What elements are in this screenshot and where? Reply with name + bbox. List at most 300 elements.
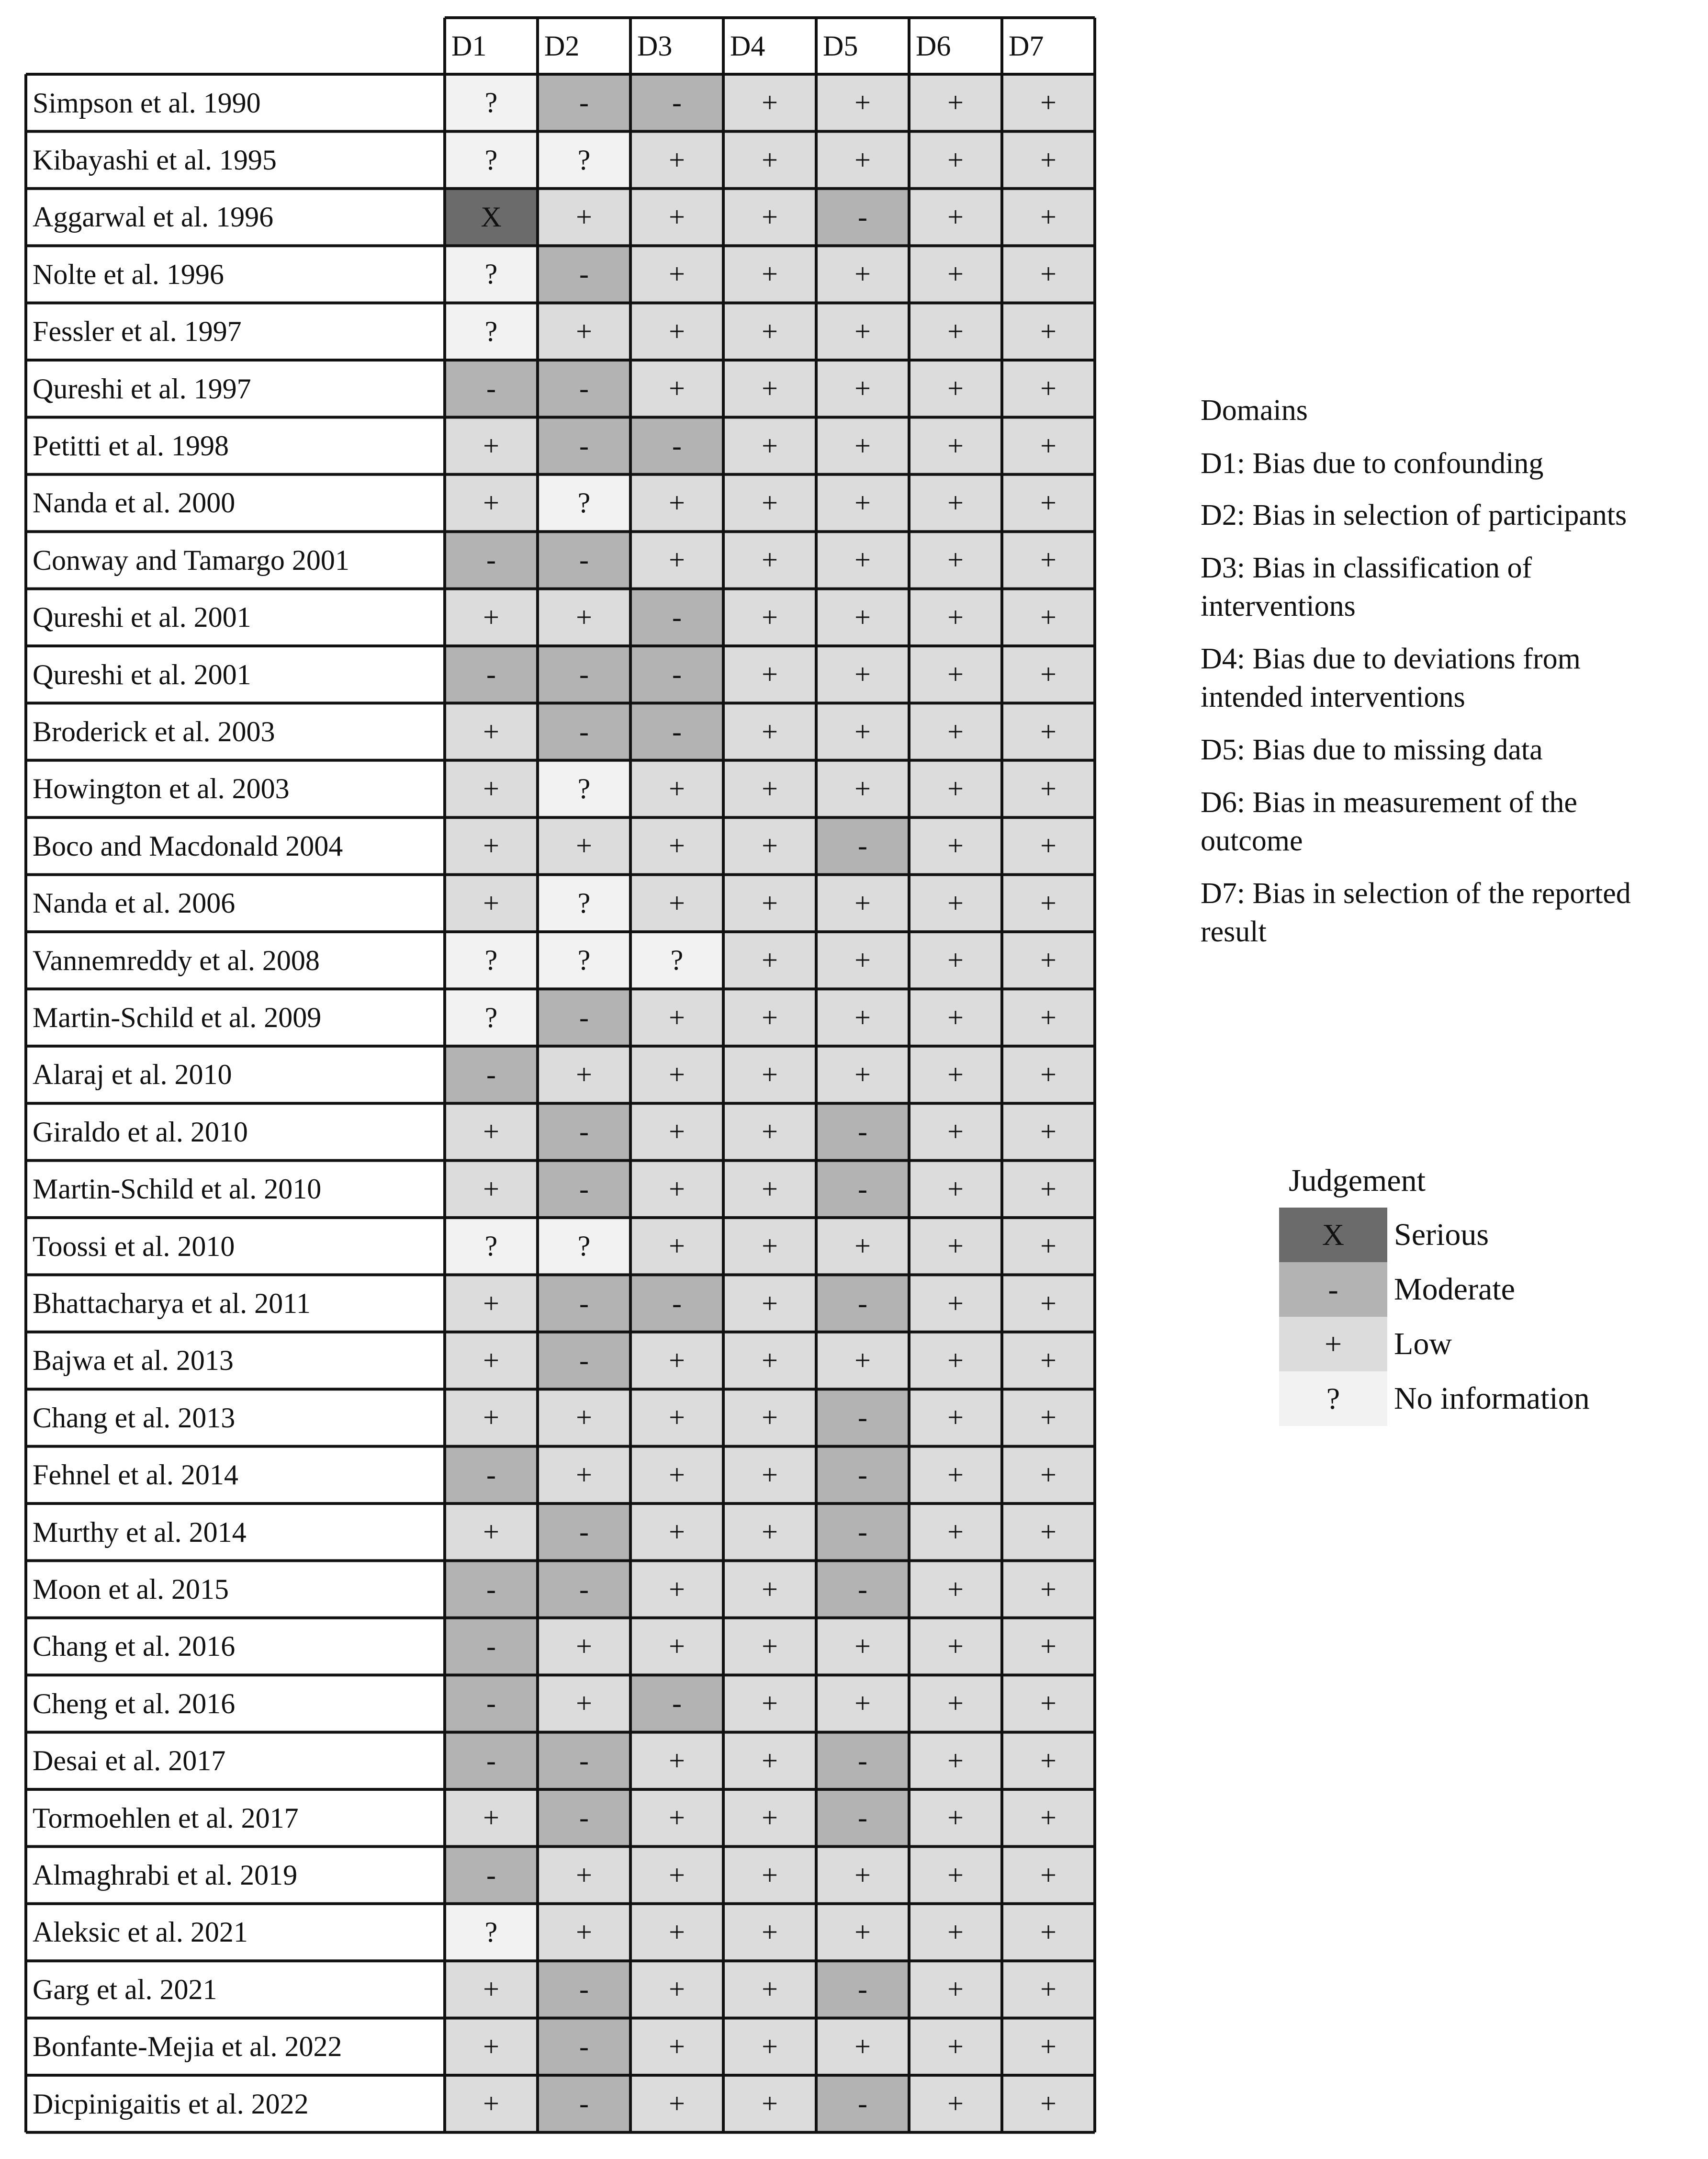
rating-cell-row8-d3: + (630, 475, 723, 531)
rating-cell-row18-d1: - (445, 1046, 538, 1103)
rating-cell-row10-d2: + (538, 589, 630, 646)
rating-cell-row16-d7: + (1002, 932, 1095, 989)
rating-cell-row20-d3: + (630, 1161, 723, 1218)
rating-cell-row24-d6: + (909, 1389, 1002, 1446)
rating-cell-row26-d4: + (723, 1503, 816, 1560)
rating-cell-row14-d5: - (816, 817, 909, 874)
rating-cell-row18-d5: + (816, 1046, 909, 1103)
study-name-murthy-et-al-2014-26: Murthy et al. 2014 (33, 1516, 247, 1548)
rating-cell-row6-d3: + (630, 360, 723, 417)
rating-cell-row8-d4: + (723, 475, 816, 531)
rating-cell-row35-d2: - (538, 2018, 630, 2075)
rating-cell-row9-d7: + (1002, 531, 1095, 588)
rating-cell-row22-d1: + (445, 1275, 538, 1332)
domain-legend-item-d4: D4: Bias due to deviations from intended interventions (1201, 643, 1581, 713)
rating-cell-row13-d2: ? (538, 760, 630, 817)
rating-cell-row10-d5: + (816, 589, 909, 646)
rating-cell-row6-d2: - (538, 360, 630, 417)
rating-cell-row27-d4: + (723, 1560, 816, 1617)
study-name-garg-et-al-2021-34: Garg et al. 2021 (33, 1973, 217, 2005)
rating-cell-row23-d6: + (909, 1332, 1002, 1389)
rating-cell-row25-d2: + (538, 1447, 630, 1503)
rating-cell-row36-d7: + (1002, 2075, 1095, 2132)
rating-cell-row19-d2: - (538, 1103, 630, 1160)
rating-cell-row7-d7: + (1002, 417, 1095, 474)
rating-cell-row28-d2: + (538, 1618, 630, 1675)
rating-cell-row30-d7: + (1002, 1732, 1095, 1789)
rating-cell-row12-d4: + (723, 703, 816, 760)
column-header-d2: D2 (544, 30, 580, 62)
rating-cell-row32-d3: + (630, 1846, 723, 1903)
rating-cell-row3-d5: - (816, 189, 909, 246)
rating-cell-row1-d4: + (723, 74, 816, 131)
column-header-d4: D4 (730, 30, 765, 62)
rating-cell-row10-d1: + (445, 589, 538, 646)
rating-cell-row16-d1: ? (445, 932, 538, 989)
rating-cell-row25-d7: + (1002, 1447, 1095, 1503)
rating-cell-row3-d1: X (445, 189, 538, 246)
rating-cell-row26-d3: + (630, 1503, 723, 1560)
rating-cell-row17-d3: + (630, 989, 723, 1046)
study-name-tormoehlen-et-al-2017-31: Tormoehlen et al. 2017 (33, 1802, 299, 1834)
rating-cell-row27-d2: - (538, 1560, 630, 1617)
rating-cell-row34-d2: - (538, 1961, 630, 2018)
rating-cell-row13-d1: + (445, 760, 538, 817)
study-name-alaraj-et-al-2010-18: Alaraj et al. 2010 (33, 1059, 232, 1091)
study-name-dicpinigaitis-et-al-2022-36: Dicpinigaitis et al. 2022 (33, 2088, 309, 2120)
rating-cell-row1-d5: + (816, 74, 909, 131)
rating-cell-row20-d7: + (1002, 1161, 1095, 1218)
rating-cell-row24-d7: + (1002, 1389, 1095, 1446)
rating-cell-row5-d1: ? (445, 303, 538, 360)
rating-cell-row31-d6: + (909, 1789, 1002, 1846)
rating-cell-row35-d7: + (1002, 2018, 1095, 2075)
rating-cell-row13-d4: + (723, 760, 816, 817)
rating-cell-row32-d6: + (909, 1846, 1002, 1903)
study-name-aggarwal-et-al-1996-3: Aggarwal et al. 1996 (33, 201, 274, 233)
rating-cell-row9-d4: + (723, 531, 816, 588)
rating-cell-row27-d3: + (630, 1560, 723, 1617)
rating-cell-row19-d4: + (723, 1103, 816, 1160)
rating-cell-row29-d6: + (909, 1675, 1002, 1732)
rating-cell-row34-d5: - (816, 1961, 909, 2018)
rating-cell-row33-d1: ? (445, 1904, 538, 1961)
rating-cell-row32-d1: - (445, 1846, 538, 1903)
rating-cell-row8-d7: + (1002, 475, 1095, 531)
rating-cell-row33-d4: + (723, 1904, 816, 1961)
rating-cell-row30-d2: - (538, 1732, 630, 1789)
rating-cell-row6-d5: + (816, 360, 909, 417)
rating-cell-row33-d2: + (538, 1904, 630, 1961)
rating-cell-row3-d3: + (630, 189, 723, 246)
study-name-giraldo-et-al-2010-19: Giraldo et al. 2010 (33, 1116, 248, 1148)
study-name-almaghrabi-et-al-2019-32: Almaghrabi et al. 2019 (33, 1859, 298, 1891)
rating-cell-row24-d5: - (816, 1389, 909, 1446)
rating-cell-row10-d3: - (630, 589, 723, 646)
rating-cell-row18-d7: + (1002, 1046, 1095, 1103)
rating-cell-row34-d7: + (1002, 1961, 1095, 2018)
domain-legend-item-d5: D5: Bias due to missing data (1201, 734, 1543, 766)
rating-cell-row24-d3: + (630, 1389, 723, 1446)
column-header-d3: D3 (637, 30, 673, 62)
rating-cell-row22-d5: - (816, 1275, 909, 1332)
rating-cell-row22-d6: + (909, 1275, 1002, 1332)
rating-cell-row2-d3: + (630, 131, 723, 188)
domain-legend-item-d1: D1: Bias due to confounding (1201, 447, 1544, 480)
rating-cell-row5-d7: + (1002, 303, 1095, 360)
rating-cell-row5-d6: + (909, 303, 1002, 360)
rating-cell-row15-d1: + (445, 875, 538, 932)
rating-cell-row9-d5: + (816, 531, 909, 588)
rating-cell-row21-d3: + (630, 1218, 723, 1275)
rating-cell-row28-d4: + (723, 1618, 816, 1675)
rating-cell-row23-d5: + (816, 1332, 909, 1389)
rating-cell-row2-d5: + (816, 131, 909, 188)
rating-cell-row4-d2: - (538, 246, 630, 303)
study-name-chang-et-al-2016-28: Chang et al. 2016 (33, 1630, 236, 1662)
column-header-d1: D1 (451, 30, 487, 62)
rating-cell-row6-d6: + (909, 360, 1002, 417)
rating-cell-row5-d5: + (816, 303, 909, 360)
rating-cell-row8-d2: ? (538, 475, 630, 531)
rating-cell-row31-d4: + (723, 1789, 816, 1846)
rating-cell-row35-d5: + (816, 2018, 909, 2075)
rating-cell-row23-d7: + (1002, 1332, 1095, 1389)
rating-cell-row18-d2: + (538, 1046, 630, 1103)
rating-cell-row5-d4: + (723, 303, 816, 360)
rating-cell-row32-d4: + (723, 1846, 816, 1903)
rating-cell-row15-d7: + (1002, 875, 1095, 932)
rating-cell-row35-d4: + (723, 2018, 816, 2075)
rating-cell-row15-d2: ? (538, 875, 630, 932)
study-name-qureshi-et-al-1997-6: Qureshi et al. 1997 (33, 373, 251, 405)
rating-cell-row17-d1: ? (445, 989, 538, 1046)
rating-cell-row32-d2: + (538, 1846, 630, 1903)
study-name-toossi-et-al-2010-21: Toossi et al. 2010 (33, 1230, 235, 1262)
study-name-aleksic-et-al-2021-33: Aleksic et al. 2021 (33, 1916, 248, 1948)
rating-cell-row36-d1: + (445, 2075, 538, 2132)
rating-cell-row34-d6: + (909, 1961, 1002, 2018)
rating-cell-row22-d4: + (723, 1275, 816, 1332)
rating-cell-row14-d6: + (909, 817, 1002, 874)
study-name-conway-and-tamargo-2001-9: Conway and Tamargo 2001 (33, 544, 349, 576)
rating-cell-row25-d6: + (909, 1447, 1002, 1503)
rating-cell-row29-d5: + (816, 1675, 909, 1732)
study-name-chang-et-al-2013-24: Chang et al. 2013 (33, 1402, 236, 1434)
rating-cell-row20-d6: + (909, 1161, 1002, 1218)
rating-cell-row24-d4: + (723, 1389, 816, 1446)
rating-cell-row13-d7: + (1002, 760, 1095, 817)
table-grid-lines (26, 18, 1100, 2137)
study-name-broderick-et-al-2003-12: Broderick et al. 2003 (33, 716, 275, 748)
rating-cell-row15-d3: + (630, 875, 723, 932)
rating-cell-row1-d6: + (909, 74, 1002, 131)
rating-cell-row7-d6: + (909, 417, 1002, 474)
rating-cell-row17-d2: - (538, 989, 630, 1046)
rating-cell-row9-d3: + (630, 531, 723, 588)
rating-cell-row14-d4: + (723, 817, 816, 874)
rating-cell-row20-d4: + (723, 1161, 816, 1218)
rating-cell-row19-d1: + (445, 1103, 538, 1160)
rating-cell-row35-d3: + (630, 2018, 723, 2075)
rating-cell-row9-d1: - (445, 531, 538, 588)
column-header-d7: D7 (1009, 30, 1044, 62)
rating-cell-row10-d6: + (909, 589, 1002, 646)
study-name-fehnel-et-al-2014-25: Fehnel et al. 2014 (33, 1459, 238, 1491)
rating-cell-row1-d7: + (1002, 74, 1095, 131)
domain-legend-item-d7: D7: Bias in selection of the reported result (1201, 877, 1631, 948)
rating-cell-row4-d3: + (630, 246, 723, 303)
domain-legend-item-d6: D6: Bias in measurement of the outcome (1201, 786, 1577, 857)
study-name-petitti-et-al-1998-7: Petitti et al. 1998 (33, 430, 229, 462)
rating-cell-row28-d1: - (445, 1618, 538, 1675)
rating-cell-row31-d7: + (1002, 1789, 1095, 1846)
rating-cell-row13-d5: + (816, 760, 909, 817)
rating-cell-row31-d3: + (630, 1789, 723, 1846)
rating-cell-row25-d1: - (445, 1447, 538, 1503)
rating-cell-row29-d4: + (723, 1675, 816, 1732)
judgement-label-low: Low (1394, 1326, 1452, 1361)
rating-cell-row11-d7: + (1002, 646, 1095, 703)
rating-cell-row12-d2: - (538, 703, 630, 760)
study-name-martin-schild-et-al-2010-20: Martin-Schild et al. 2010 (33, 1173, 322, 1205)
study-name-bajwa-et-al-2013-23: Bajwa et al. 2013 (33, 1345, 234, 1377)
rating-cell-row21-d2: ? (538, 1218, 630, 1275)
study-name-nanda-et-al-2006-15: Nanda et al. 2006 (33, 887, 236, 919)
rating-cell-row3-d4: + (723, 189, 816, 246)
judgement-legend-title: Judgement (1289, 1163, 1426, 1198)
rating-cell-row22-d2: - (538, 1275, 630, 1332)
rating-cell-row11-d6: + (909, 646, 1002, 703)
rating-cell-row24-d2: + (538, 1389, 630, 1446)
rating-cell-row34-d3: + (630, 1961, 723, 2018)
rating-cell-row30-d4: + (723, 1732, 816, 1789)
rating-cell-row18-d3: + (630, 1046, 723, 1103)
rating-cell-row23-d1: + (445, 1332, 538, 1389)
study-name-vannemreddy-et-al-2008-16: Vannemreddy et al. 2008 (33, 944, 320, 976)
rating-cell-row27-d5: - (816, 1560, 909, 1617)
rating-cell-row26-d1: + (445, 1503, 538, 1560)
rating-cell-row11-d4: + (723, 646, 816, 703)
rating-cell-row20-d5: - (816, 1161, 909, 1218)
rating-cell-row7-d5: + (816, 417, 909, 474)
rating-cell-row2-d6: + (909, 131, 1002, 188)
study-name-fessler-et-al-1997-5: Fessler et al. 1997 (33, 316, 242, 348)
rating-cell-row17-d5: + (816, 989, 909, 1046)
rating-cell-row35-d6: + (909, 2018, 1002, 2075)
rating-cell-row36-d4: + (723, 2075, 816, 2132)
rating-cell-row20-d1: + (445, 1161, 538, 1218)
rating-cell-row2-d7: + (1002, 131, 1095, 188)
rating-cell-row16-d4: + (723, 932, 816, 989)
rating-cell-row23-d2: - (538, 1332, 630, 1389)
rating-cell-row9-d2: - (538, 531, 630, 588)
rating-cell-row7-d4: + (723, 417, 816, 474)
rating-cell-row6-d4: + (723, 360, 816, 417)
rating-cell-row33-d3: + (630, 1904, 723, 1961)
rating-cell-row19-d6: + (909, 1103, 1002, 1160)
rating-cell-row8-d5: + (816, 475, 909, 531)
rating-cell-row35-d1: + (445, 2018, 538, 2075)
study-name-boco-and-macdonald-2004-14: Boco and Macdonald 2004 (33, 830, 343, 862)
column-header-d6: D6 (916, 30, 951, 62)
study-name-nanda-et-al-2000-8: Nanda et al. 2000 (33, 487, 236, 519)
rating-cell-row1-d1: ? (445, 74, 538, 131)
rating-cell-row14-d3: + (630, 817, 723, 874)
rating-cell-row19-d3: + (630, 1103, 723, 1160)
rating-cell-row22-d7: + (1002, 1275, 1095, 1332)
rating-cell-row31-d1: + (445, 1789, 538, 1846)
judgement-label-no-information: No information (1394, 1381, 1590, 1416)
study-name-qureshi-et-al-2001-10: Qureshi et al. 2001 (33, 601, 251, 633)
study-name-howington-et-al-2003-13: Howington et al. 2003 (33, 773, 290, 805)
rating-cell-row13-d6: + (909, 760, 1002, 817)
rating-cell-row20-d2: - (538, 1161, 630, 1218)
rating-cell-row21-d4: + (723, 1218, 816, 1275)
rating-cell-row10-d4: + (723, 589, 816, 646)
rating-cell-row17-d4: + (723, 989, 816, 1046)
rating-cell-row6-d7: + (1002, 360, 1095, 417)
column-header-d5: D5 (823, 30, 858, 62)
rating-cell-row16-d3: ? (630, 932, 723, 989)
rating-cell-row34-d4: + (723, 1961, 816, 2018)
rating-cell-row29-d1: - (445, 1675, 538, 1732)
rating-cell-row28-d3: + (630, 1618, 723, 1675)
rating-cell-row12-d5: + (816, 703, 909, 760)
rating-cell-row3-d7: + (1002, 189, 1095, 246)
rating-cell-row9-d6: + (909, 531, 1002, 588)
rating-cell-row10-d7: + (1002, 589, 1095, 646)
rating-cell-row14-d1: + (445, 817, 538, 874)
rating-cell-row7-d1: + (445, 417, 538, 474)
study-name-moon-et-al-2015-27: Moon et al. 2015 (33, 1573, 229, 1605)
rating-cell-row36-d3: + (630, 2075, 723, 2132)
rating-cell-row3-d6: + (909, 189, 1002, 246)
domain-legend-item-d3: D3: Bias in classification of interventions (1201, 552, 1532, 622)
rating-cell-row15-d6: + (909, 875, 1002, 932)
rating-cell-row31-d2: - (538, 1789, 630, 1846)
rating-cell-row16-d2: ? (538, 932, 630, 989)
rating-cell-row15-d5: + (816, 875, 909, 932)
judgement-swatch-no-information: ? (1279, 1371, 1387, 1426)
rating-cell-row33-d6: + (909, 1904, 1002, 1961)
rating-cell-row1-d2: - (538, 74, 630, 131)
rating-cell-row33-d5: + (816, 1904, 909, 1961)
rating-cell-row25-d3: + (630, 1447, 723, 1503)
rating-cell-row8-d6: + (909, 475, 1002, 531)
rating-cell-row19-d5: - (816, 1103, 909, 1160)
rating-cell-row8-d1: + (445, 475, 538, 531)
rating-cell-row28-d7: + (1002, 1618, 1095, 1675)
rating-cell-row11-d1: - (445, 646, 538, 703)
rating-cell-row23-d3: + (630, 1332, 723, 1389)
study-name-bonfante-mejia-et-al-2022-35: Bonfante-Mejia et al. 2022 (33, 2031, 342, 2063)
rating-cell-row11-d2: - (538, 646, 630, 703)
rating-cell-row11-d5: + (816, 646, 909, 703)
rating-cell-row4-d6: + (909, 246, 1002, 303)
rating-cell-row4-d5: + (816, 246, 909, 303)
rating-cell-row21-d1: ? (445, 1218, 538, 1275)
rating-cell-row31-d5: - (816, 1789, 909, 1846)
rating-cell-row2-d4: + (723, 131, 816, 188)
rating-cell-row22-d3: - (630, 1275, 723, 1332)
rating-cell-row12-d3: - (630, 703, 723, 760)
study-name-bhattacharya-et-al-2011-22: Bhattacharya et al. 2011 (33, 1288, 311, 1320)
rating-cell-row2-d2: ? (538, 131, 630, 188)
rating-cell-row25-d5: - (816, 1447, 909, 1503)
rating-cell-row18-d4: + (723, 1046, 816, 1103)
study-name-nolte-et-al-1996-4: Nolte et al. 1996 (33, 258, 224, 290)
domains-legend-title: Domains (1201, 394, 1308, 427)
rating-cell-row12-d6: + (909, 703, 1002, 760)
rating-cell-row28-d5: + (816, 1618, 909, 1675)
rating-cell-row30-d1: - (445, 1732, 538, 1789)
rating-cell-row7-d3: - (630, 417, 723, 474)
rating-cell-row32-d5: + (816, 1846, 909, 1903)
rating-cell-row17-d7: + (1002, 989, 1095, 1046)
rating-cell-row36-d2: - (538, 2075, 630, 2132)
rating-cell-row27-d7: + (1002, 1560, 1095, 1617)
rating-cell-row33-d7: + (1002, 1904, 1095, 1961)
rating-cell-row12-d7: + (1002, 703, 1095, 760)
rating-cell-row2-d1: ? (445, 131, 538, 188)
judgement-swatch-serious: X (1279, 1208, 1387, 1262)
rating-cell-row21-d6: + (909, 1218, 1002, 1275)
study-name-martin-schild-et-al-2009-17: Martin-Schild et al. 2009 (33, 1002, 322, 1034)
study-name-simpson-et-al-1990-1: Simpson et al. 1990 (33, 87, 261, 119)
rating-cell-row4-d7: + (1002, 246, 1095, 303)
rating-cell-row6-d1: - (445, 360, 538, 417)
rating-cell-row4-d1: ? (445, 246, 538, 303)
rating-cell-row11-d3: - (630, 646, 723, 703)
rating-cell-row4-d4: + (723, 246, 816, 303)
rating-cell-row28-d6: + (909, 1618, 1002, 1675)
rating-cell-row29-d7: + (1002, 1675, 1095, 1732)
rating-cell-row1-d3: - (630, 74, 723, 131)
rating-cell-row16-d6: + (909, 932, 1002, 989)
rating-cell-row34-d1: + (445, 1961, 538, 2018)
rating-cell-row14-d2: + (538, 817, 630, 874)
judgement-label-serious: Serious (1394, 1217, 1489, 1252)
rating-cell-row30-d3: + (630, 1732, 723, 1789)
rating-cell-row13-d3: + (630, 760, 723, 817)
rating-cell-row29-d2: + (538, 1675, 630, 1732)
rating-cell-row18-d6: + (909, 1046, 1002, 1103)
rating-cell-row30-d6: + (909, 1732, 1002, 1789)
rating-cell-row36-d5: - (816, 2075, 909, 2132)
rating-cell-row3-d2: + (538, 189, 630, 246)
study-name-qureshi-et-al-2001-11: Qureshi et al. 2001 (33, 658, 251, 690)
rating-cell-row19-d7: + (1002, 1103, 1095, 1160)
domain-legend-item-d2: D2: Bias in selection of participants (1201, 499, 1627, 531)
rating-cell-row30-d5: - (816, 1732, 909, 1789)
rating-cell-row5-d3: + (630, 303, 723, 360)
rating-cell-row36-d6: + (909, 2075, 1002, 2132)
rating-cell-row26-d5: - (816, 1503, 909, 1560)
rating-cell-row21-d7: + (1002, 1218, 1095, 1275)
rating-cell-row12-d1: + (445, 703, 538, 760)
study-name-cheng-et-al-2016-29: Cheng et al. 2016 (33, 1687, 236, 1719)
rating-cell-row26-d6: + (909, 1503, 1002, 1560)
rating-cell-row29-d3: - (630, 1675, 723, 1732)
rating-cell-row23-d4: + (723, 1332, 816, 1389)
rating-cell-row32-d7: + (1002, 1846, 1095, 1903)
judgement-label-moderate: Moderate (1394, 1272, 1515, 1307)
study-name-kibayashi-et-al-1995-2: Kibayashi et al. 1995 (33, 144, 277, 176)
rating-cell-row5-d2: + (538, 303, 630, 360)
rating-cell-row24-d1: + (445, 1389, 538, 1446)
rating-cell-row27-d1: - (445, 1560, 538, 1617)
